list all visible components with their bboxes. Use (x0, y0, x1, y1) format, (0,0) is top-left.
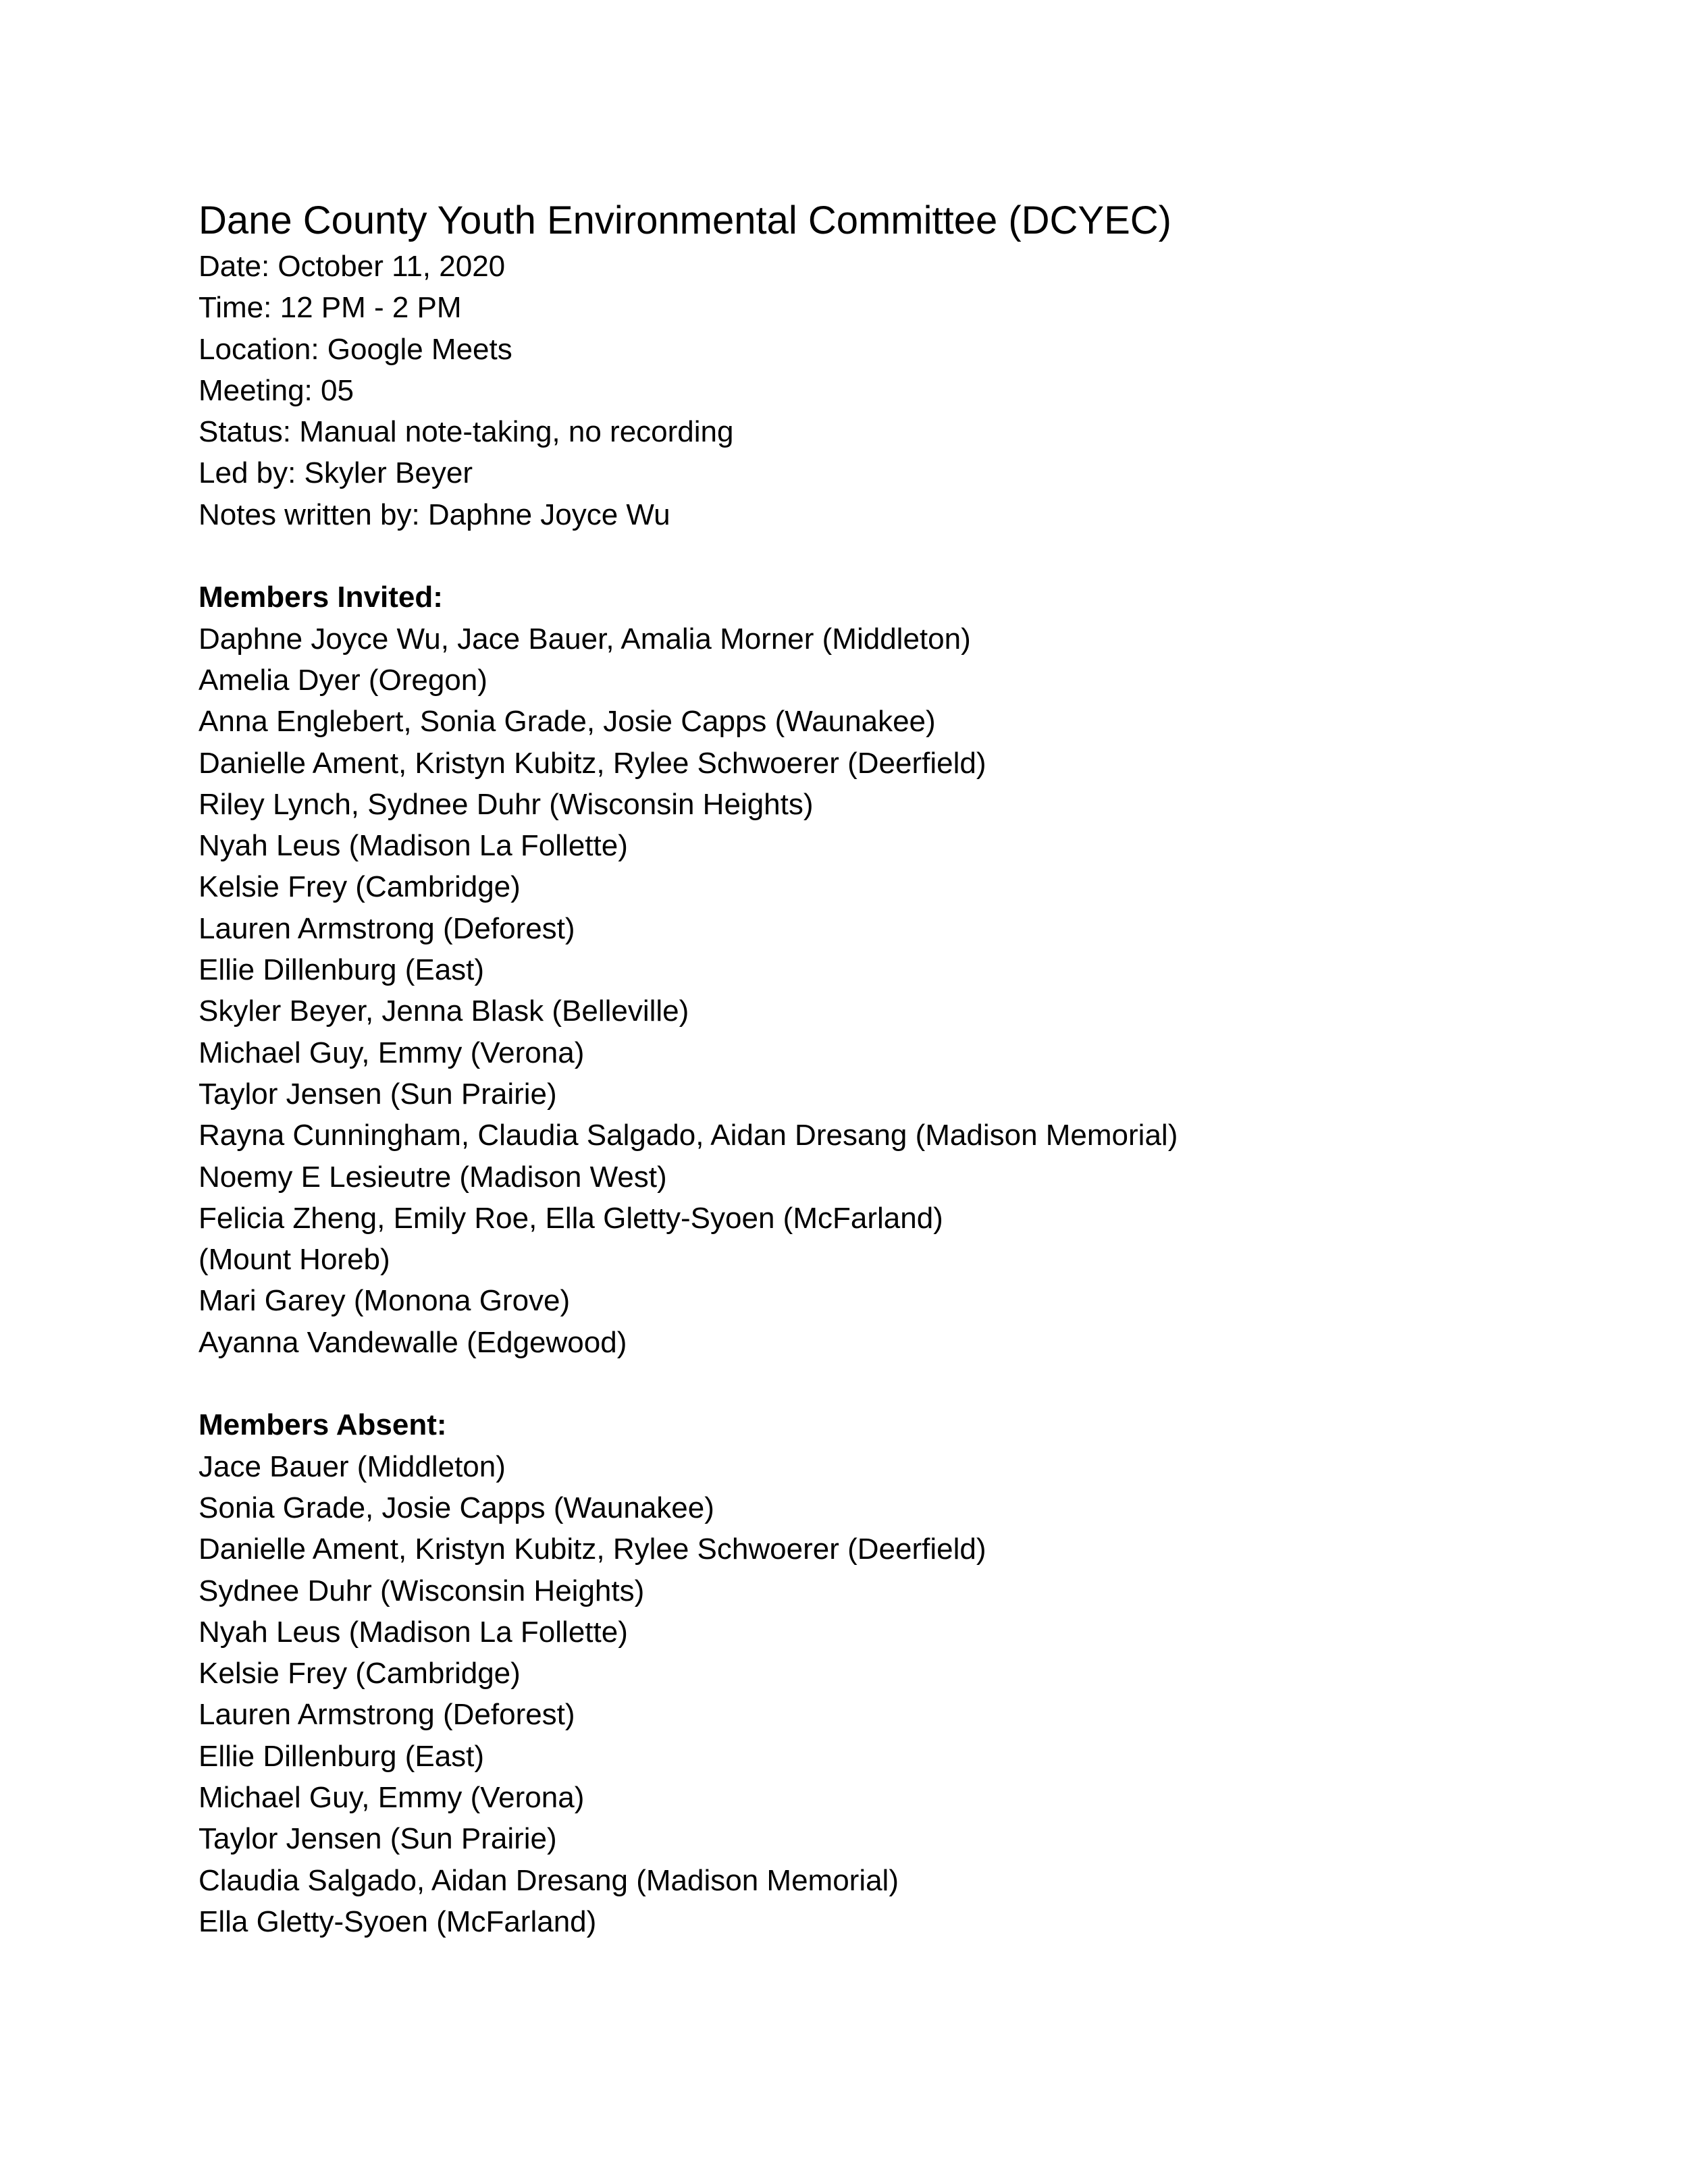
list-item: Danielle Ament, Kristyn Kubitz, Rylee Schwoerer (Deerfield) (199, 1533, 986, 1566)
list-item: Daphne Joyce Wu, Jace Bauer, Amalia Morner (Middleton) (199, 622, 971, 656)
list-item: Ella Gletty-Syoen (McFarland) (199, 1905, 597, 1938)
list-item: Michael Guy, Emmy (Verona) (199, 1036, 585, 1069)
list-item: Claudia Salgado, Aidan Dresang (Madison Memorial) (199, 1863, 899, 1897)
members-absent-heading: Members Absent: (199, 1408, 447, 1442)
meeting-note-taker: Notes written by: Daphne Joyce Wu (199, 498, 670, 531)
list-item: Felicia Zheng, Emily Roe, Ella Gletty-Syoen (McFarland) (199, 1201, 943, 1235)
list-item: Kelsie Frey (Cambridge) (199, 1657, 521, 1690)
list-item: Noemy E Lesieutre (Madison West) (199, 1160, 667, 1194)
list-item: Riley Lynch, Sydnee Duhr (Wisconsin Heights) (199, 787, 814, 821)
meeting-leader: Led by: Skyler Beyer (199, 456, 473, 490)
list-item: Skyler Beyer, Jenna Blask (Belleville) (199, 994, 689, 1028)
members-absent-list (199, 1446, 1549, 1943)
list-item: Rayna Cunningham, Claudia Salgado, Aidan Dresang (Madison Memorial) (199, 1119, 1178, 1152)
document-content (199, 196, 1549, 1942)
list-item: Jace Bauer (Middleton) (199, 1449, 506, 1483)
list-item: Mari Garey (Monona Grove) (199, 1284, 571, 1318)
meeting-number: Meeting: 05 (199, 373, 354, 407)
list-item: Amelia Dyer (Oregon) (199, 663, 487, 697)
list-item: Ellie Dillenburg (East) (199, 953, 485, 987)
list-item: Sonia Grade, Josie Capps (Waunakee) (199, 1491, 714, 1524)
list-item: Taylor Jensen (Sun Prairie) (199, 1822, 557, 1856)
list-item: Kelsie Frey (Cambridge) (199, 870, 521, 904)
section-spacer (199, 1363, 1549, 1404)
meeting-time: Time: 12 PM - 2 PM (199, 291, 462, 325)
list-item: Michael Guy, Emmy (Verona) (199, 1780, 585, 1814)
list-item: Ayanna Vandewalle (Edgewood) (199, 1325, 627, 1359)
list-item: Lauren Armstrong (Deforest) (199, 1698, 575, 1732)
list-item: Anna Englebert, Sonia Grade, Josie Capps (Waunakee) (199, 705, 936, 739)
document-title: Dane County Youth Environmental Committee (DCYEC) (199, 198, 1171, 242)
members-invited-list (199, 618, 1549, 1363)
list-item: Nyah Leus (Madison La Follette) (199, 829, 628, 863)
meeting-status: Status: Manual note-taking, no recording (199, 415, 734, 449)
list-item: (Mount Horeb) (199, 1243, 390, 1277)
meeting-location: Location: Google Meets (199, 332, 512, 366)
meeting-date: Date: October 11, 2020 (199, 250, 506, 283)
list-item: Danielle Ament, Kristyn Kubitz, Rylee Schwoerer (Deerfield) (199, 746, 986, 780)
members-invited-heading: Members Invited: (199, 581, 443, 614)
list-item: Sydnee Duhr (Wisconsin Heights) (199, 1574, 645, 1607)
list-item: Taylor Jensen (Sun Prairie) (199, 1077, 557, 1111)
list-item: Lauren Armstrong (Deforest) (199, 911, 575, 945)
list-item: Nyah Leus (Madison La Follette) (199, 1615, 628, 1649)
list-item: Ellie Dillenburg (East) (199, 1739, 485, 1773)
section-spacer (199, 535, 1549, 577)
